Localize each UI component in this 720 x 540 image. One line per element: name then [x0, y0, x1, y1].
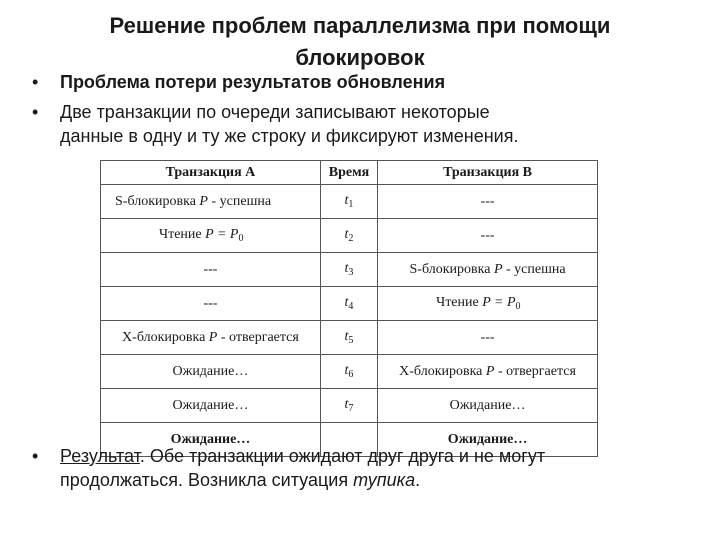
deadlock-term: тупика: [353, 470, 416, 490]
table-row: [101, 321, 598, 355]
cell-a: Чтение $P = P_0$: [101, 219, 321, 253]
cell-a: Ожидание…: [101, 355, 321, 389]
bullet-line-2: данные в одну и ту же строку и фиксируют изменения.: [60, 126, 519, 146]
header-time: Время: [320, 161, 377, 185]
cell-time: $t_6$: [320, 355, 377, 389]
bullet-line-1: Две транзакции по очереди записывают некоторые: [60, 102, 490, 122]
table-row: [101, 355, 598, 389]
bullet-lost-update: [32, 70, 632, 94]
cell-time: $t_4$: [320, 287, 377, 321]
bullet-marker: •: [32, 446, 39, 466]
bullet-description: [32, 100, 672, 150]
header-transaction-b: Транзакция B: [378, 161, 598, 185]
bullet-result: [32, 444, 692, 504]
cell-a: X-блокировка P - отвергается: [101, 321, 321, 355]
bullet-text: Проблема потери результатов обновления: [60, 72, 446, 92]
cell-a: ---: [101, 253, 321, 287]
cell-time: $t_2$: [320, 219, 377, 253]
cell-b: ---: [378, 219, 598, 253]
cell-a: S-блокировка P - успешна: [101, 185, 321, 219]
cell-a: Ожидание…: [101, 389, 321, 423]
header-transaction-a: Транзакция A: [101, 161, 321, 185]
transaction-table: [100, 160, 598, 457]
bullet-marker: •: [32, 72, 39, 92]
result-label: Результат: [60, 446, 140, 466]
result-line-2: продолжаться. Возникла ситуация: [60, 470, 354, 490]
cell-time: $t_7$: [320, 389, 377, 423]
cell-b: ---: [378, 185, 598, 219]
table-row: [101, 219, 598, 253]
bullet-text: Результат. Обе транзакции ожидают друг друга и не могут продолжаться. Возникла ситуация тупика.: [60, 446, 546, 490]
cell-time: $t_1$: [320, 185, 377, 219]
bullet-marker: •: [32, 102, 39, 122]
cell-a: Ожидание…: [101, 423, 321, 457]
cell-b: Чтение $P = P_0$: [378, 287, 598, 321]
table-header-row: [101, 161, 598, 185]
cell-b: Ожидание…: [378, 389, 598, 423]
cell-time: $t_5$: [320, 321, 377, 355]
table-row: [101, 287, 598, 321]
cell-a: ---: [101, 287, 321, 321]
table-row: [101, 253, 598, 287]
cell-b: ---: [378, 321, 598, 355]
table-row: [101, 185, 598, 219]
result-text: . Обе транзакции ожидают друг друга и не могут: [139, 446, 546, 466]
cell-time: $t_3$: [320, 253, 377, 287]
bullet-text: [60, 100, 518, 148]
cell-b: X-блокировка P - отвергается: [378, 355, 598, 389]
table-row: [101, 389, 598, 423]
slide-title: Решение проблем параллелизма при помощи блокировок: [109, 13, 611, 70]
cell-b: S-блокировка P - успешна: [378, 253, 598, 287]
cell-b: Ожидание…: [378, 423, 598, 457]
